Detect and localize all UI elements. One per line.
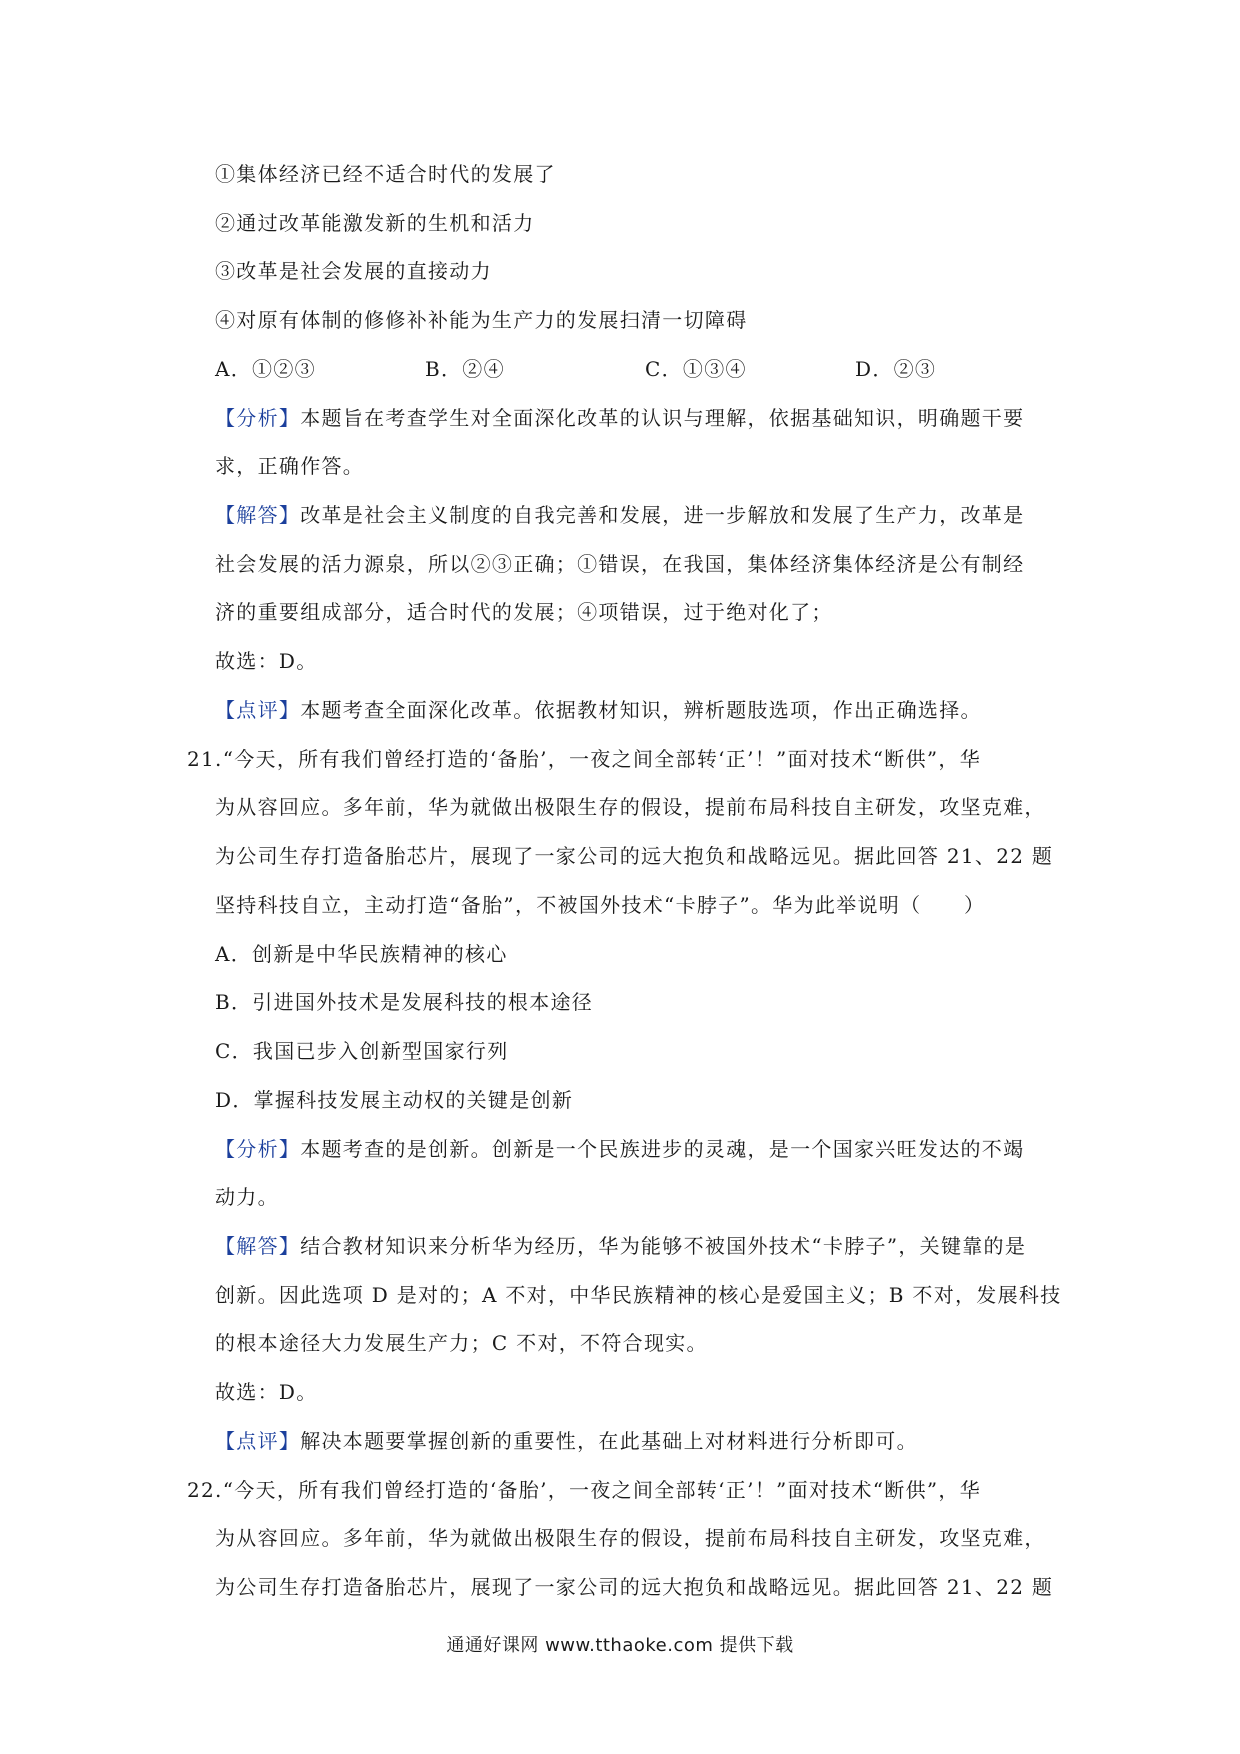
q21-stem-line-2: 为从容回应。多年前，华为就做出极限生存的假设，提前布局科技自主研发，攻坚克难， xyxy=(215,795,1046,819)
statement-1: ①集体经济已经不适合时代的发展了 xyxy=(215,162,556,186)
q20-option-d: D．②③ xyxy=(855,357,937,381)
q21-analysis-text: 本题考查的是创新。创新是一个民族进步的灵魂，是一个国家兴旺发达的不竭 xyxy=(300,1137,1025,1161)
q20-comment-line xyxy=(215,696,982,724)
statement-2: ②通过改革能激发新的生机和活力 xyxy=(215,211,535,235)
q22-stem-line-2: 为从容回应。多年前，华为就做出极限生存的假设，提前布局科技自主研发，攻坚克难， xyxy=(215,1526,1046,1550)
q21-answer-line-1 xyxy=(215,1232,1026,1260)
analysis-tag: 【分析】 xyxy=(215,1137,301,1161)
analysis-tag: 【分析】 xyxy=(215,406,301,430)
q21-stem-line-4: 坚持科技自立，主动打造“备胎”，不被国外技术“卡脖子”。华为此举说明（ ） xyxy=(215,893,986,917)
q20-analysis-text: 本题旨在考查学生对全面深化改革的认识与理解，依据基础知识，明确题干要 xyxy=(300,406,1025,430)
q20-option-b: B．②④ xyxy=(425,357,505,381)
q21-answer-text: 结合教材知识来分析华为经历，华为能够不被国外技术“卡脖子”，关键靠的是 xyxy=(300,1234,1027,1258)
q21-answer-line-2: 创新。因此选项 D 是对的；A 不对，中华民族精神的核心是爱国主义；B 不对，发展科技 xyxy=(215,1283,1062,1307)
q22-stem-line-1: 22.“今天，所有我们曾经打造的‘备胎’，一夜之间全部转‘正’！”面对技术“断供”，华 xyxy=(187,1478,982,1502)
q21-analysis-line-1 xyxy=(215,1135,1024,1163)
q21-answer-line-3: 的根本途径大力发展生产力；C 不对，不符合现实。 xyxy=(215,1331,708,1355)
q20-choice: 故选：D。 xyxy=(215,649,318,673)
q21-option-b: B．引进国外技术是发展科技的根本途径 xyxy=(215,990,594,1014)
q20-option-a: A．①②③ xyxy=(215,357,316,381)
comment-tag: 【点评】 xyxy=(215,698,301,722)
q22-stem-line-3: 为公司生存打造备胎芯片，展现了一家公司的远大抱负和战略远见。据此回答 21、22 题 xyxy=(215,1575,1054,1599)
answer-tag: 【解答】 xyxy=(215,503,301,527)
q20-comment-text: 本题考查全面深化改革。依据教材知识，辨析题肢选项，作出正确选择。 xyxy=(300,698,982,722)
q21-option-c: C．我国已步入创新型国家行列 xyxy=(215,1039,509,1063)
q20-answer-text: 改革是社会主义制度的自我完善和发展，进一步解放和发展了生产力，改革是 xyxy=(300,503,1025,527)
q20-option-c: C．①③④ xyxy=(645,357,747,381)
q20-answer-line-2: 社会发展的活力源泉，所以②③正确；①错误，在我国，集体经济集体经济是公有制经 xyxy=(215,552,1025,576)
statement-3: ③改革是社会发展的直接动力 xyxy=(215,259,492,283)
q21-stem-line-3: 为公司生存打造备胎芯片，展现了一家公司的远大抱负和战略远见。据此回答 21、22 题 xyxy=(215,844,1054,868)
q21-choice: 故选：D。 xyxy=(215,1380,318,1404)
q20-analysis-line-1 xyxy=(215,404,1024,432)
comment-tag: 【点评】 xyxy=(215,1429,301,1453)
q21-option-d: D．掌握科技发展主动权的关键是创新 xyxy=(215,1088,574,1112)
q20-analysis-line-2: 求，正确作答。 xyxy=(215,454,365,478)
q21-comment-text: 解决本题要掌握创新的重要性，在此基础上对材料进行分析即可。 xyxy=(300,1429,918,1453)
q20-answer-line-1 xyxy=(215,501,1024,529)
page-footer: 通通好课网 www.tthaoke.com 提供下载 xyxy=(446,1635,794,1656)
q21-option-a: A．创新是中华民族精神的核心 xyxy=(215,942,508,966)
q21-stem-line-1: 21.“今天，所有我们曾经打造的‘备胎’，一夜之间全部转‘正’！”面对技术“断供”，华 xyxy=(187,747,982,771)
statement-4: ④对原有体制的修修补补能为生产力的发展扫清一切障碍 xyxy=(215,308,748,332)
q21-analysis-line-2: 动力。 xyxy=(215,1185,279,1209)
q21-comment-line xyxy=(215,1427,918,1455)
q20-answer-line-3: 济的重要组成部分，适合时代的发展；④项错误，过于绝对化了； xyxy=(215,600,833,624)
answer-tag: 【解答】 xyxy=(215,1234,301,1258)
